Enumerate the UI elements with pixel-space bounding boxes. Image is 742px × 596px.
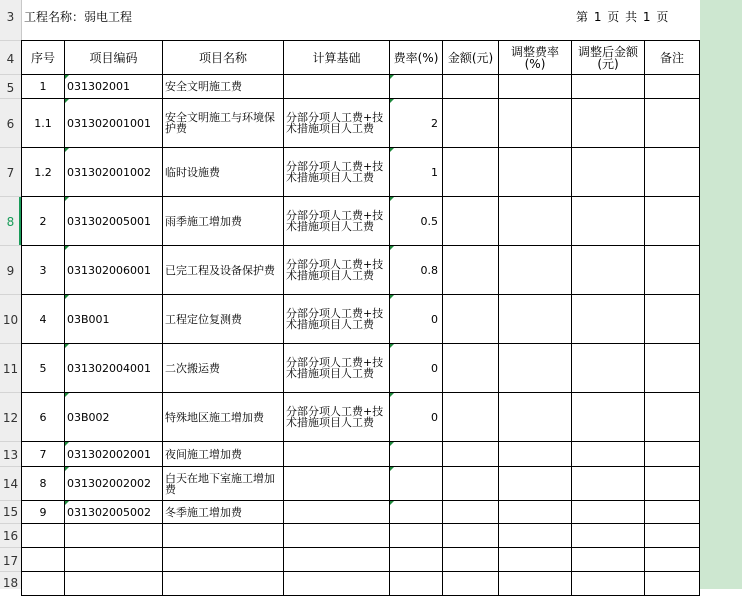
cell-basis[interactable] bbox=[284, 467, 390, 501]
row-number[interactable]: 17 bbox=[2, 554, 19, 568]
cell-rate[interactable]: 2 bbox=[390, 99, 443, 148]
header-rate[interactable]: 费率(%) bbox=[390, 41, 443, 75]
empty-cell[interactable] bbox=[284, 572, 390, 596]
header-name[interactable]: 项目名称 bbox=[163, 41, 284, 75]
side-panel bbox=[700, 0, 742, 589]
cell-remark[interactable] bbox=[645, 501, 700, 524]
cell-remark[interactable] bbox=[645, 99, 700, 148]
row-header-column bbox=[0, 0, 22, 589]
fee-table bbox=[21, 40, 700, 596]
cell-rate[interactable]: 0 bbox=[390, 344, 443, 393]
table-row bbox=[22, 344, 700, 393]
row-number[interactable]: 12 bbox=[2, 411, 19, 425]
empty-cell[interactable] bbox=[499, 524, 572, 548]
row-divider bbox=[0, 392, 21, 393]
cell-name[interactable]: 临时设施费 bbox=[163, 148, 284, 197]
cell-seq[interactable]: 1 bbox=[22, 75, 65, 99]
empty-cell[interactable] bbox=[284, 524, 390, 548]
cell-name[interactable]: 夜间施工增加费 bbox=[163, 442, 284, 467]
empty-cell[interactable] bbox=[22, 524, 65, 548]
cell-amount[interactable] bbox=[443, 197, 499, 246]
empty-row bbox=[22, 548, 700, 572]
row-divider bbox=[0, 147, 21, 148]
cell-remark[interactable] bbox=[645, 467, 700, 501]
row-number-selected[interactable]: 8 bbox=[6, 215, 15, 229]
empty-cell[interactable] bbox=[163, 524, 284, 548]
cell-amount[interactable] bbox=[443, 246, 499, 295]
cell-code[interactable]: 031302006001 bbox=[65, 246, 163, 295]
row-number[interactable]: 10 bbox=[2, 313, 19, 327]
project-name-label[interactable]: 工程名称：弱电工程 bbox=[24, 10, 133, 24]
cell-basis[interactable] bbox=[284, 75, 390, 99]
table-header-row bbox=[22, 41, 700, 75]
cell-basis[interactable] bbox=[284, 501, 390, 524]
cell-name[interactable]: 安全文明施工与环境保护费 bbox=[163, 99, 284, 148]
cell-remark[interactable] bbox=[645, 148, 700, 197]
cell-amount[interactable] bbox=[443, 344, 499, 393]
empty-cell[interactable] bbox=[572, 524, 645, 548]
empty-cell[interactable] bbox=[22, 548, 65, 572]
row-divider bbox=[0, 74, 21, 75]
row-divider bbox=[0, 196, 21, 197]
cell-adjusted-rate[interactable] bbox=[499, 501, 572, 524]
cell-seq[interactable]: 1.1 bbox=[22, 99, 65, 148]
empty-cell[interactable] bbox=[163, 548, 284, 572]
cell-adjusted-rate[interactable] bbox=[499, 344, 572, 393]
table-row bbox=[22, 197, 700, 246]
row-number[interactable]: 18 bbox=[2, 576, 19, 590]
empty-cell[interactable] bbox=[390, 524, 443, 548]
empty-cell[interactable] bbox=[390, 548, 443, 572]
cell-seq[interactable]: 5 bbox=[22, 344, 65, 393]
row-divider bbox=[0, 466, 21, 467]
empty-cell[interactable] bbox=[65, 548, 163, 572]
cell-amount[interactable] bbox=[443, 467, 499, 501]
cell-basis[interactable]: 分部分项人工费+技术措施项目人工费 bbox=[284, 99, 390, 148]
cell-amount[interactable] bbox=[443, 501, 499, 524]
cell-adjusted-rate[interactable] bbox=[499, 99, 572, 148]
header-seq[interactable]: 序号 bbox=[22, 41, 65, 75]
cell-adjusted-amount[interactable] bbox=[572, 99, 645, 148]
empty-cell[interactable] bbox=[390, 572, 443, 596]
empty-row bbox=[22, 572, 700, 596]
table-row bbox=[22, 467, 700, 501]
cell-adjusted-amount[interactable] bbox=[572, 501, 645, 524]
empty-cell[interactable] bbox=[443, 548, 499, 572]
cell-code[interactable]: 031302001002 bbox=[65, 148, 163, 197]
cell-code[interactable]: 03B001 bbox=[65, 295, 163, 344]
table-row bbox=[22, 393, 700, 442]
page-count-label[interactable]: 第 1 页 共 1 页 bbox=[576, 10, 670, 24]
row-divider bbox=[0, 245, 21, 246]
cell-rate[interactable]: 1 bbox=[390, 148, 443, 197]
table-row bbox=[22, 75, 700, 99]
cell-adjusted-amount[interactable] bbox=[572, 246, 645, 295]
cell-code[interactable]: 031302002001 bbox=[65, 442, 163, 467]
cell-name[interactable]: 白天在地下室施工增加费 bbox=[163, 467, 284, 501]
row-divider bbox=[0, 40, 21, 41]
cell-name[interactable]: 雨季施工增加费 bbox=[163, 197, 284, 246]
cell-seq[interactable]: 9 bbox=[22, 501, 65, 524]
cell-seq[interactable]: 4 bbox=[22, 295, 65, 344]
empty-cell[interactable] bbox=[443, 524, 499, 548]
cell-basis[interactable]: 分部分项人工费+技术措施项目人工费 bbox=[284, 246, 390, 295]
cell-basis[interactable]: 分部分项人工费+技术措施项目人工费 bbox=[284, 148, 390, 197]
row-divider bbox=[0, 547, 21, 548]
cell-code[interactable]: 031302001001 bbox=[65, 99, 163, 148]
header-amount[interactable]: 金额(元) bbox=[443, 41, 499, 75]
cell-seq[interactable]: 3 bbox=[22, 246, 65, 295]
cell-adjusted-amount[interactable] bbox=[572, 467, 645, 501]
cell-remark[interactable] bbox=[645, 246, 700, 295]
cell-adjusted-rate[interactable] bbox=[499, 393, 572, 442]
empty-row bbox=[22, 524, 700, 548]
cell-name[interactable]: 二次搬运费 bbox=[163, 344, 284, 393]
cell-rate[interactable]: 0.5 bbox=[390, 197, 443, 246]
cell-amount[interactable] bbox=[443, 148, 499, 197]
cell-basis[interactable]: 分部分项人工费+技术措施项目人工费 bbox=[284, 344, 390, 393]
cell-seq[interactable]: 8 bbox=[22, 467, 65, 501]
row-number[interactable]: 9 bbox=[6, 264, 15, 278]
cell-name[interactable]: 冬季施工增加费 bbox=[163, 501, 284, 524]
empty-cell[interactable] bbox=[572, 572, 645, 596]
cell-code[interactable]: 031302005002 bbox=[65, 501, 163, 524]
table-row bbox=[22, 246, 700, 295]
cell-adjusted-rate[interactable] bbox=[499, 197, 572, 246]
empty-cell[interactable] bbox=[443, 572, 499, 596]
row-divider bbox=[0, 571, 21, 572]
cell-basis[interactable]: 分部分项人工费+技术措施项目人工费 bbox=[284, 393, 390, 442]
cell-adjusted-rate[interactable] bbox=[499, 75, 572, 99]
row-number[interactable]: 5 bbox=[6, 81, 15, 95]
cell-rate[interactable]: 0.8 bbox=[390, 246, 443, 295]
cell-name[interactable]: 已完工程及设备保护费 bbox=[163, 246, 284, 295]
table-row bbox=[22, 442, 700, 467]
cell-rate[interactable] bbox=[390, 442, 443, 467]
row-number[interactable]: 16 bbox=[2, 529, 19, 543]
cell-code[interactable]: 031302001 bbox=[65, 75, 163, 99]
cell-remark[interactable] bbox=[645, 344, 700, 393]
cell-adjusted-rate[interactable] bbox=[499, 295, 572, 344]
row-number[interactable]: 3 bbox=[6, 10, 15, 24]
table-row bbox=[22, 148, 700, 197]
cell-adjusted-amount[interactable] bbox=[572, 148, 645, 197]
empty-cell[interactable] bbox=[65, 572, 163, 596]
header-adjusted-rate[interactable]: 调整费率(%) bbox=[499, 41, 572, 75]
empty-cell[interactable] bbox=[645, 524, 700, 548]
empty-cell[interactable] bbox=[65, 524, 163, 548]
cell-remark[interactable] bbox=[645, 393, 700, 442]
cell-rate[interactable] bbox=[390, 75, 443, 99]
row-divider bbox=[0, 294, 21, 295]
cell-amount[interactable] bbox=[443, 393, 499, 442]
cell-adjusted-rate[interactable] bbox=[499, 467, 572, 501]
cell-adjusted-amount[interactable] bbox=[572, 442, 645, 467]
cell-adjusted-amount[interactable] bbox=[572, 75, 645, 99]
cell-code[interactable]: 031302002002 bbox=[65, 467, 163, 501]
cell-code[interactable]: 031302004001 bbox=[65, 344, 163, 393]
row-number[interactable]: 15 bbox=[2, 505, 19, 519]
row-divider bbox=[0, 500, 21, 501]
empty-cell[interactable] bbox=[645, 548, 700, 572]
header-basis[interactable]: 计算基础 bbox=[284, 41, 390, 75]
header-code[interactable]: 项目编码 bbox=[65, 41, 163, 75]
cell-adjusted-amount[interactable] bbox=[572, 295, 645, 344]
empty-cell[interactable] bbox=[499, 548, 572, 572]
cell-basis[interactable] bbox=[284, 442, 390, 467]
row-divider bbox=[0, 441, 21, 442]
cell-remark[interactable] bbox=[645, 197, 700, 246]
empty-cell[interactable] bbox=[284, 548, 390, 572]
cell-seq[interactable]: 2 bbox=[22, 197, 65, 246]
row-number[interactable]: 14 bbox=[2, 477, 19, 491]
cell-code[interactable]: 031302005001 bbox=[65, 197, 163, 246]
empty-cell[interactable] bbox=[499, 572, 572, 596]
cell-code[interactable]: 03B002 bbox=[65, 393, 163, 442]
empty-cell[interactable] bbox=[645, 572, 700, 596]
empty-cell[interactable] bbox=[572, 548, 645, 572]
empty-cell[interactable] bbox=[163, 572, 284, 596]
cell-amount[interactable] bbox=[443, 295, 499, 344]
header-adjusted-amount[interactable]: 调整后金额(元) bbox=[572, 41, 645, 75]
table-row bbox=[22, 99, 700, 148]
cell-amount[interactable] bbox=[443, 99, 499, 148]
cell-name[interactable]: 特殊地区施工增加费 bbox=[163, 393, 284, 442]
row-number[interactable]: 7 bbox=[6, 166, 15, 180]
cell-rate[interactable] bbox=[390, 467, 443, 501]
cell-name[interactable]: 安全文明施工费 bbox=[163, 75, 284, 99]
cell-seq[interactable]: 7 bbox=[22, 442, 65, 467]
cell-rate[interactable]: 0 bbox=[390, 295, 443, 344]
cell-rate[interactable] bbox=[390, 501, 443, 524]
cell-remark[interactable] bbox=[645, 75, 700, 99]
cell-amount[interactable] bbox=[443, 75, 499, 99]
cell-name[interactable]: 工程定位复测费 bbox=[163, 295, 284, 344]
cell-adjusted-rate[interactable] bbox=[499, 148, 572, 197]
row-number[interactable]: 4 bbox=[6, 52, 15, 66]
cell-adjusted-rate[interactable] bbox=[499, 442, 572, 467]
cell-rate[interactable]: 0 bbox=[390, 393, 443, 442]
cell-remark[interactable] bbox=[645, 295, 700, 344]
cell-seq[interactable]: 6 bbox=[22, 393, 65, 442]
table-row bbox=[22, 501, 700, 524]
row-divider bbox=[0, 98, 21, 99]
cell-basis[interactable]: 分部分项人工费+技术措施项目人工费 bbox=[284, 197, 390, 246]
row-number[interactable]: 13 bbox=[2, 448, 19, 462]
cell-amount[interactable] bbox=[443, 442, 499, 467]
row-number[interactable]: 11 bbox=[2, 362, 19, 376]
cell-adjusted-rate[interactable] bbox=[499, 246, 572, 295]
cell-adjusted-amount[interactable] bbox=[572, 344, 645, 393]
cell-seq[interactable]: 1.2 bbox=[22, 148, 65, 197]
header-remark[interactable]: 备注 bbox=[645, 41, 700, 75]
cell-adjusted-amount[interactable] bbox=[572, 393, 645, 442]
row-divider bbox=[0, 343, 21, 344]
row-number[interactable]: 6 bbox=[6, 117, 15, 131]
cell-remark[interactable] bbox=[645, 442, 700, 467]
cell-adjusted-amount[interactable] bbox=[572, 197, 645, 246]
table-row bbox=[22, 295, 700, 344]
empty-cell[interactable] bbox=[22, 572, 65, 596]
cell-basis[interactable]: 分部分项人工费+技术措施项目人工费 bbox=[284, 295, 390, 344]
row-divider bbox=[0, 523, 21, 524]
